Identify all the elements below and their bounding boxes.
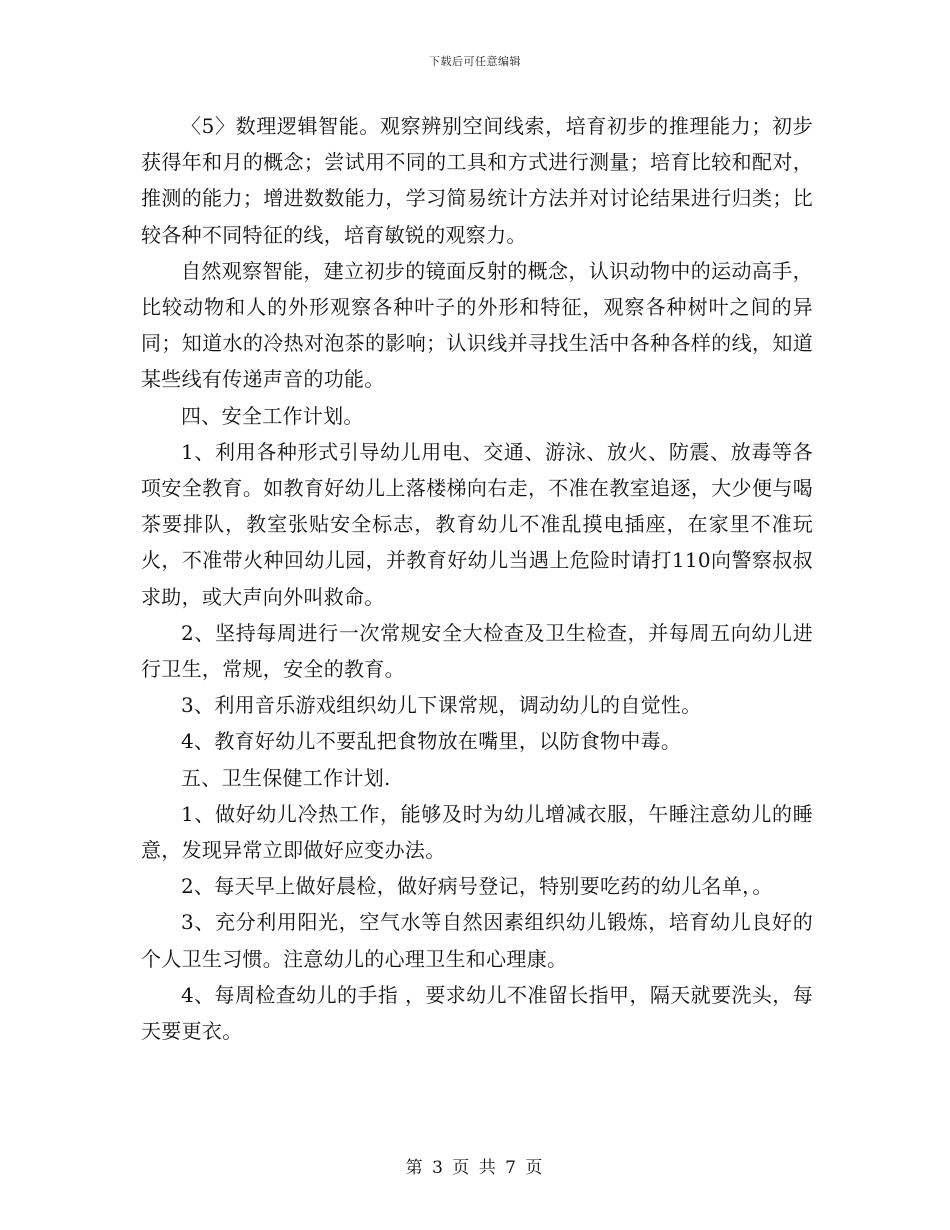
paragraph-health-2: 2、每天早上做好晨检，做好病号登记，特别要吃药的幼儿名单，。 — [181, 874, 773, 899]
page-number: 第 3 页 共 7 页 — [405, 1158, 545, 1178]
page-header-note: 下载后可任意编辑 — [429, 55, 521, 68]
paragraph-safety-4: 4、教育好幼儿不要乱把食物放在嘴里，以防食物中毒。 — [181, 729, 682, 754]
section-heading-safety: 四、安全工作计划。 — [181, 403, 364, 428]
paragraph-logic-intelligence: 〈5〉数理逻辑智能。观察辨别空间线索，培育初步的推理能力；初步获得年和月的概念；尝试用不同的工具和方式进行测量；培育比较和配对，推测的能力；增进数数能力，学习简易统计方法并对讨论结果进行归类；比较各种不同特征的线，培育敏锐的观察力。 — [141, 114, 813, 247]
paragraph-health-4: 4、每周检查幼儿的手指 ，要求幼儿不准留长指甲，隔天就要洗头，每天要更衣。 — [141, 982, 813, 1044]
paragraph-safety-2: 2、坚持每周进行一次常规安全大检查及卫生检查，并每周五向幼儿进行卫生，常规，安全的教育。 — [141, 620, 813, 682]
paragraph-safety-1: 1、利用各种形式引导幼儿用电、交通、游泳、放火、防震、放毒等各项安全教育。如教育好幼儿上落楼梯向右走，不准在教室追逐，大少便与喝茶要排队，教室张贴安全标志，教育幼儿不准乱摸电插座，在家里不准玩火，不准带火种回幼儿园，并教育好幼儿当遇上危险时请打110向警察叔叔求助，或大声向外叫救命。 — [141, 439, 813, 609]
paragraph-safety-3: 3、利用音乐游戏组织幼儿下课常规，调动幼儿的自觉性。 — [181, 693, 702, 718]
paragraph-health-1: 1、做好幼儿冷热工作，能够及时为幼儿增减衣服，午睡注意幼儿的睡意，发现异常立即做好应变办法。 — [141, 801, 813, 863]
section-heading-health: 五、卫生保健工作计划. — [181, 765, 391, 790]
paragraph-health-3: 3、充分利用阳光，空气水等自然因素组织幼儿锻炼，培育幼儿良好的个人卫生习惯。注意幼儿的心理卫生和心理康。 — [141, 910, 813, 971]
paragraph-nature-intelligence: 自然观察智能，建立初步的镜面反射的概念，认识动物中的运动高手，比较动物和人的外形观察各种叶子的外形和特征，观察各种树叶之间的异同；知道水的冷热对泡茶的影响；认识线并寻找生活中各种各样的线，知道某些线有传递声音的功能。 — [141, 258, 813, 392]
document-body — [141, 108, 813, 1049]
